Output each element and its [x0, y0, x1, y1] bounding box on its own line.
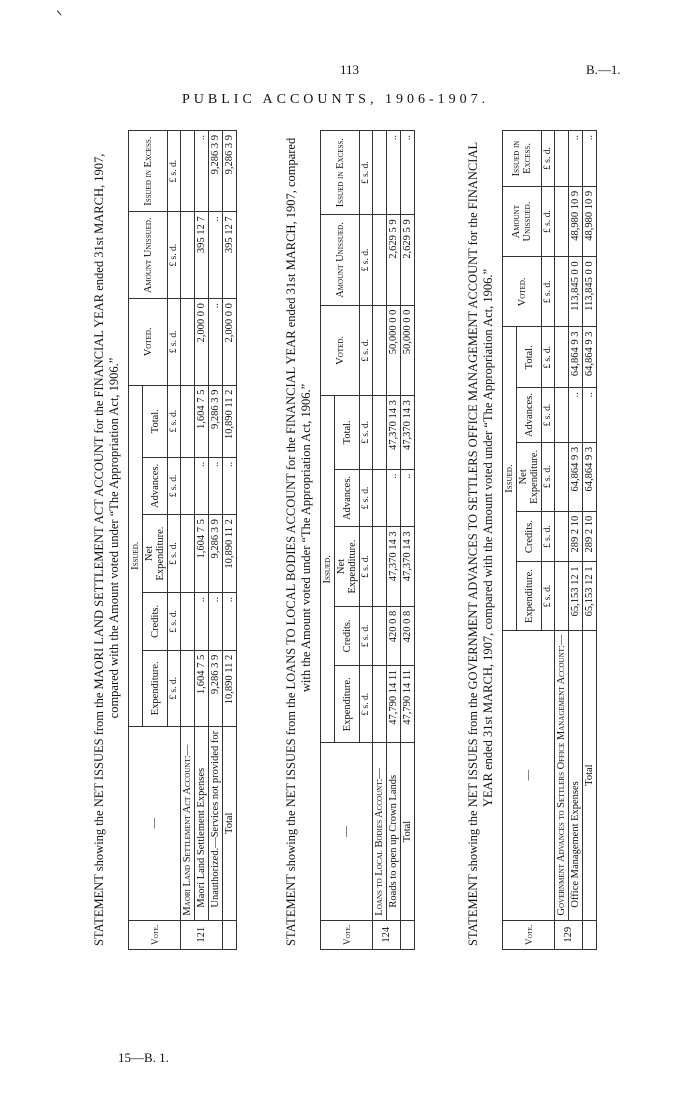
- total-unissued: 395 12 7: [223, 212, 237, 299]
- unissued-header: Amount Unissued.: [503, 186, 542, 256]
- statement-title: [466, 130, 496, 950]
- total-voted: 50,000 0 0: [401, 305, 415, 396]
- net-expenditure-header: Net Expenditure.: [143, 515, 168, 593]
- table-row: [555, 131, 569, 950]
- cell-voted: 50,000 0 0: [387, 305, 401, 396]
- vote-header: Vote.: [129, 920, 181, 949]
- total-row: [223, 131, 237, 950]
- total-voted: 113,845 0 0: [583, 257, 597, 327]
- unissued-header: Amount Unissued.: [321, 215, 360, 305]
- advances-header: Advances.: [335, 469, 360, 527]
- credits-header: Credits.: [517, 511, 542, 562]
- total-net: 64,864 9 3: [583, 442, 597, 511]
- description-header: —: [503, 630, 555, 920]
- units-label: £ s. d.: [542, 511, 555, 562]
- cell-unissued: ..: [209, 212, 223, 299]
- total-excess: 9,286 3 9: [223, 131, 237, 212]
- total-advances: ..: [223, 457, 237, 514]
- units-label: £ s. d.: [542, 186, 555, 256]
- units-label: £ s. d.: [360, 131, 373, 215]
- table-row: [181, 131, 195, 950]
- cell-voted: ..: [209, 299, 223, 386]
- statement-table: [502, 130, 597, 950]
- units-label: £ s. d.: [542, 257, 555, 327]
- total-credits: ..: [223, 592, 237, 650]
- units-label: £ s. d.: [360, 469, 373, 527]
- vote-number: 124: [373, 920, 401, 949]
- excess-header: Issued in Excess.: [129, 131, 168, 212]
- total-label: Total: [401, 743, 415, 920]
- statement-maori-land: [92, 130, 237, 950]
- units-label: £ s. d.: [542, 327, 555, 388]
- voted-header: Voted.: [503, 257, 542, 327]
- net-expenditure-header: Net Expenditure.: [517, 442, 542, 511]
- cell-net: 64,864 9 3: [569, 442, 583, 511]
- units-label: £ s. d.: [168, 131, 181, 212]
- total-unissued: 2,629 5 9: [401, 215, 415, 305]
- cell-credits: ..: [209, 592, 223, 650]
- cell-total: 1,604 7 5: [195, 385, 209, 457]
- units-label: £ s. d.: [542, 442, 555, 511]
- statement-loans-local-bodies: [284, 130, 415, 950]
- cell-expenditure: 47,790 14 11: [387, 665, 401, 742]
- units-label: £ s. d.: [168, 385, 181, 457]
- units-label: £ s. d.: [360, 606, 373, 665]
- voted-header: Voted.: [129, 299, 168, 386]
- table-row: [209, 131, 223, 950]
- total-credits: 420 0 8: [401, 606, 415, 665]
- voted-header: Voted.: [321, 305, 360, 396]
- total-voted: 2,000 0 0: [223, 299, 237, 386]
- units-label: £ s. d.: [360, 215, 373, 305]
- page-number: 113: [340, 62, 360, 77]
- cell-unissued: 395 12 7: [195, 212, 209, 299]
- stray-mark: [57, 6, 66, 15]
- table-row: [373, 131, 387, 950]
- total-excess: ..: [401, 131, 415, 215]
- page-footer: 15—B. 1.: [118, 1050, 169, 1065]
- issued-header: Issued.: [129, 385, 143, 726]
- expenditure-header: Expenditure.: [143, 650, 168, 726]
- total-label: Total: [223, 726, 237, 920]
- statement-subtitle: YEAR ended 31st MARCH, 1907, compared with the Amount voted under “The Appropriation Act, 1906.”: [481, 268, 495, 808]
- cell-credits: 289 2 10: [569, 511, 583, 562]
- cell-total: 47,370 14 3: [387, 396, 401, 469]
- expenditure-header: Expenditure.: [335, 665, 360, 742]
- net-expenditure-header: Net Expenditure.: [335, 527, 360, 606]
- advances-header: Advances.: [143, 457, 168, 514]
- total-total: 64,864 9 3: [583, 327, 597, 388]
- vote-number: 121: [181, 920, 223, 949]
- total-expenditure: 65,153 12 1: [583, 562, 597, 630]
- total-advances: ..: [401, 469, 415, 527]
- vote-header: Vote.: [321, 920, 373, 949]
- cell-unissued: 48,980 10 9: [569, 186, 583, 256]
- account-heading: Loans to Local Bodies Account:—: [373, 743, 387, 920]
- cell-expenditure: 9,286 3 9: [209, 650, 223, 726]
- cell-excess: ..: [387, 131, 401, 215]
- units-label: £ s. d.: [542, 131, 555, 187]
- total-net: 10,890 11 2: [223, 515, 237, 593]
- units-label: £ s. d.: [168, 515, 181, 593]
- description-header: —: [321, 743, 373, 920]
- statement-title-line: STATEMENT showing the NET ISSUES from the GOVERNMENT ADVANCES TO SETTLERS OFFICE MANAGEMENT ACCOUNT for the FINANCIAL: [466, 141, 480, 946]
- table-row: [387, 131, 401, 950]
- statement-subtitle: compared with the Amount voted under “The Appropriation Act, 1906.”: [107, 357, 121, 719]
- cell-net: 1,604 7 5: [195, 515, 209, 593]
- units-label: £ s. d.: [168, 299, 181, 386]
- excess-header: Issued in Excess.: [503, 131, 542, 187]
- description-header: —: [129, 726, 181, 920]
- issued-header: Issued.: [321, 396, 335, 743]
- statement-table: [320, 130, 415, 950]
- cell-advances: ..: [569, 388, 583, 443]
- cell-voted: 2,000 0 0: [195, 299, 209, 386]
- cell-unissued: 2,629 5 9: [387, 215, 401, 305]
- row-description: Maori Land Settlement Expenses: [195, 726, 209, 920]
- unissued-header: Amount Unissued.: [129, 212, 168, 299]
- total-expenditure: 10,890 11 2: [223, 650, 237, 726]
- cell-credits: ..: [195, 592, 209, 650]
- units-label: £ s. d.: [542, 562, 555, 630]
- credits-header: Credits.: [143, 592, 168, 650]
- cell-net: 47,370 14 3: [387, 527, 401, 606]
- units-label: £ s. d.: [360, 396, 373, 469]
- total-advances: ..: [583, 388, 597, 443]
- units-label: £ s. d.: [168, 650, 181, 726]
- expenditure-header: Expenditure.: [517, 562, 542, 630]
- total-excess: ..: [583, 131, 597, 187]
- total-header: Total.: [517, 327, 542, 388]
- credits-header: Credits.: [335, 606, 360, 665]
- issued-header: Issued.: [503, 327, 517, 630]
- account-heading: Government Advances to Settlers Office Management Account:—: [555, 630, 569, 920]
- statement-table: [128, 130, 237, 950]
- units-label: £ s. d.: [360, 527, 373, 606]
- cell-net: 9,286 3 9: [209, 515, 223, 593]
- units-label: £ s. d.: [360, 305, 373, 396]
- cell-total: 9,286 3 9: [209, 385, 223, 457]
- cell-advances: ..: [387, 469, 401, 527]
- row-description: Unauthorized.—Services not provided for: [209, 726, 223, 920]
- statement-title-line: STATEMENT showing the NET ISSUES from the LOANS TO LOCAL BODIES ACCOUNT for the FINANCIAL YEAR ended 31st MARCH, 1907, compared: [284, 137, 298, 946]
- row-description: Office Management Expenses: [569, 630, 583, 920]
- document-code: B.—1.: [586, 62, 621, 77]
- cell-advances: ..: [209, 457, 223, 514]
- cell-expenditure: 1,604 7 5: [195, 650, 209, 726]
- units-label: £ s. d.: [168, 457, 181, 514]
- units-label: £ s. d.: [542, 388, 555, 443]
- running-title: PUBLIC ACCOUNTS, 1906-1907.: [182, 92, 490, 107]
- cell-expenditure: 65,153 12 1: [569, 562, 583, 630]
- statement-subtitle: with the Amount voted under “The Appropriation Act, 1906.”: [299, 383, 313, 693]
- total-total: 47,370 14 3: [401, 396, 415, 469]
- cell-excess: ..: [195, 131, 209, 212]
- table-row: [195, 131, 209, 950]
- account-heading: Maori Land Settlement Act Account:—: [181, 726, 195, 920]
- total-expenditure: 47,790 14 11: [401, 665, 415, 742]
- cell-voted: 113,845 0 0: [569, 257, 583, 327]
- statement-title-line: STATEMENT showing the NET ISSUES from the MAORI LAND SETTLEMENT ACT ACCOUNT for the FINANCIAL YEAR ended 31st MARCH, 1907,: [92, 153, 106, 946]
- total-credits: 289 2 10: [583, 511, 597, 562]
- statement-advances-settlers: [466, 130, 597, 950]
- cell-excess: 9,286 3 9: [209, 131, 223, 212]
- vote-number: 129: [555, 920, 583, 949]
- statement-title: [284, 130, 314, 950]
- total-total: 10,890 11 2: [223, 385, 237, 457]
- cell-advances: ..: [195, 457, 209, 514]
- units-label: £ s. d.: [168, 592, 181, 650]
- cell-credits: 420 0 8: [387, 606, 401, 665]
- table-row: [569, 131, 583, 950]
- total-net: 47,370 14 3: [401, 527, 415, 606]
- units-label: £ s. d.: [168, 212, 181, 299]
- total-header: Total.: [143, 385, 168, 457]
- vote-header: Vote.: [503, 920, 555, 949]
- total-unissued: 48,980 10 9: [583, 186, 597, 256]
- excess-header: Issued in Excess.: [321, 131, 360, 215]
- row-description: Roads to open up Crown Lands: [387, 743, 401, 920]
- statement-title: [92, 130, 122, 950]
- advances-header: Advances.: [517, 388, 542, 443]
- total-header: Total.: [335, 396, 360, 469]
- cell-total: 64,864 9 3: [569, 327, 583, 388]
- units-label: £ s. d.: [360, 665, 373, 742]
- total-label: Total: [583, 630, 597, 920]
- total-row: [401, 131, 415, 950]
- total-row: [583, 131, 597, 950]
- cell-excess: ..: [569, 131, 583, 187]
